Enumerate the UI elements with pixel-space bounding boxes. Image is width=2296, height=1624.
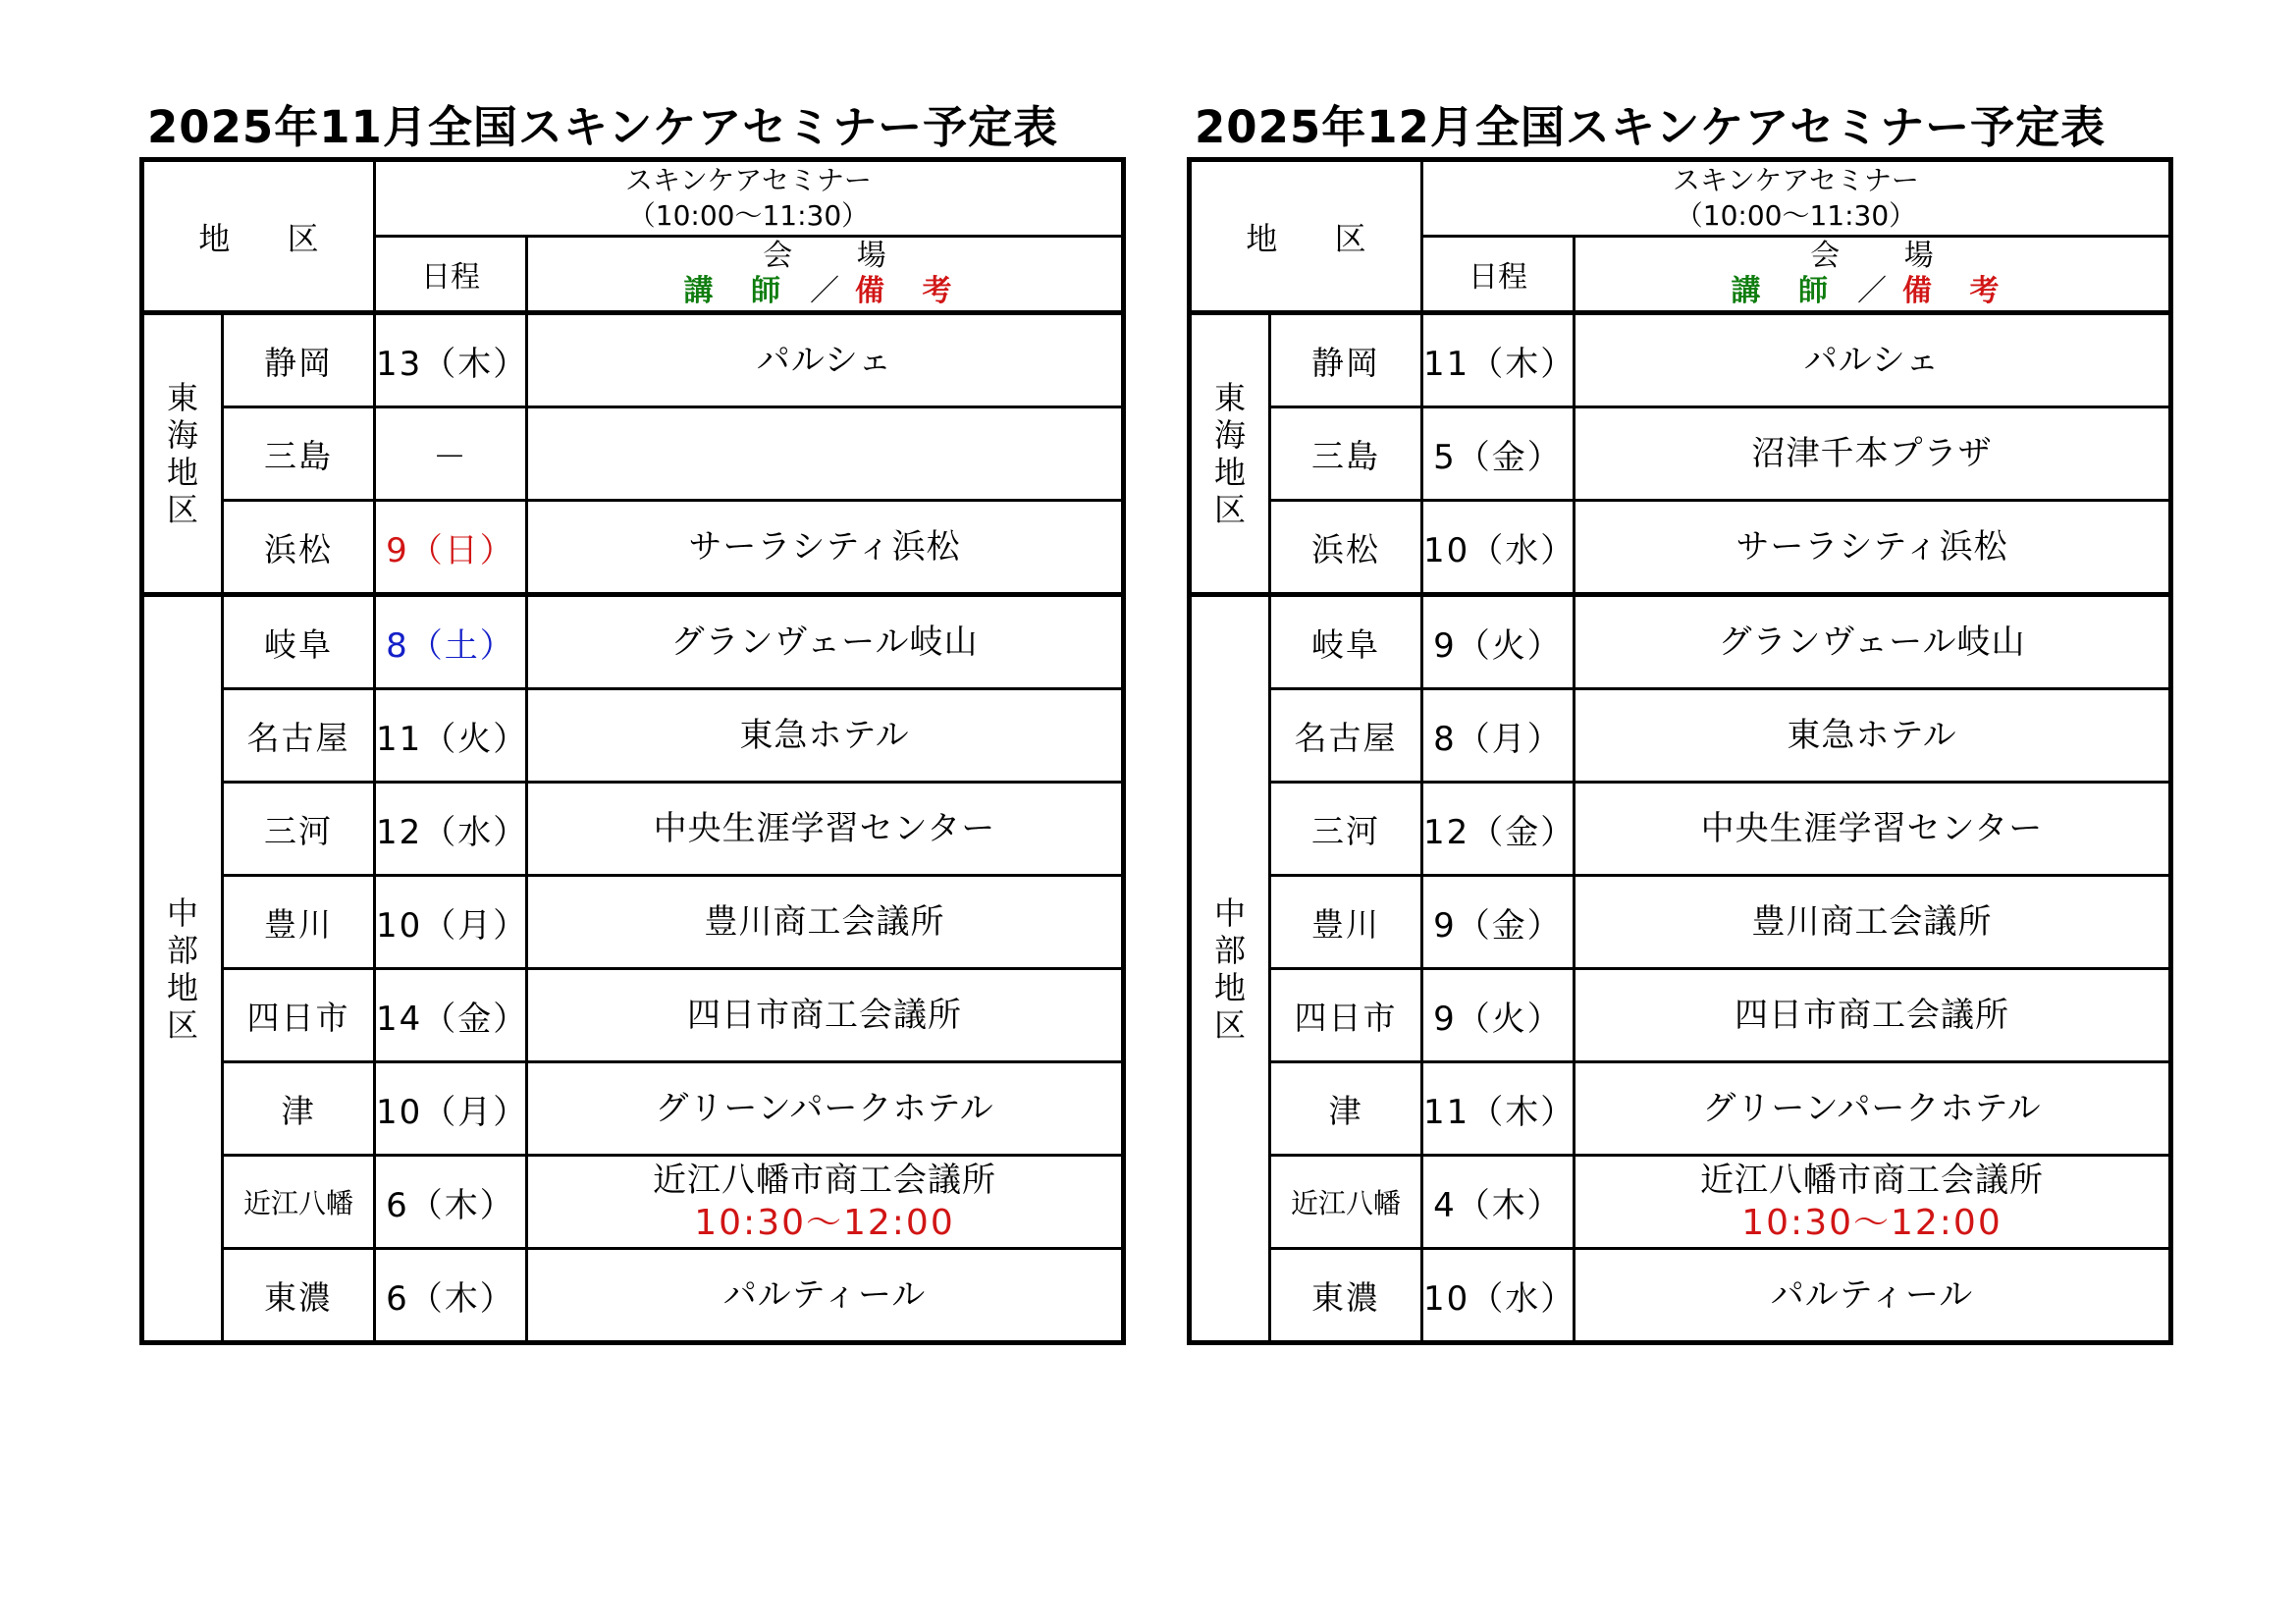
seminar-name: スキンケアセミナー	[625, 164, 872, 196]
region-cell	[1190, 313, 1270, 595]
date-cell: 6（木）	[375, 1156, 527, 1249]
city-cell: 静岡	[223, 313, 375, 407]
venue-cell: 四日市商工会議所	[527, 969, 1124, 1062]
venue-cell: パルティール	[1575, 1249, 2171, 1343]
seminar-name: スキンケアセミナー	[1673, 164, 1919, 196]
city-cell: 静岡	[1270, 313, 1422, 407]
venue-cell: パルシェ	[527, 313, 1124, 407]
date-cell: －	[375, 407, 527, 501]
time-note: 10:30～12:00	[1741, 1203, 2002, 1243]
date-cell: 9（金）	[1422, 876, 1575, 969]
schedule-table	[139, 157, 1126, 1345]
date-cell: 13（木）	[375, 313, 527, 407]
date-cell: 14（金）	[375, 969, 527, 1062]
city-cell: 名古屋	[223, 689, 375, 783]
venue-cell: パルティール	[527, 1249, 1124, 1343]
city-cell: 岐阜	[223, 595, 375, 689]
city-cell: 名古屋	[1270, 689, 1422, 783]
notes-label: 備 考	[1902, 274, 2013, 308]
venue-cell: グリーンパークホテル	[527, 1062, 1124, 1156]
city-cell: 豊川	[1270, 876, 1422, 969]
schedule-title: 2025年11月全国スキンケアセミナー予定表	[147, 101, 1059, 153]
region-label: 東海地区	[1213, 379, 1246, 528]
city-cell: 津	[1270, 1062, 1422, 1156]
seminar-time: （10:00～11:30）	[1675, 199, 1917, 232]
region-cell	[142, 313, 223, 595]
seminar-header	[375, 160, 1124, 237]
venue-cell	[527, 1156, 1124, 1249]
venue-label: 会 場	[763, 239, 914, 273]
city-cell: 津	[223, 1062, 375, 1156]
schedule-december	[1187, 98, 2173, 1345]
date-cell: 12（水）	[375, 783, 527, 876]
date-cell: 11（火）	[375, 689, 527, 783]
city-cell: 東濃	[223, 1249, 375, 1343]
venue-cell: グランヴェール岐山	[527, 595, 1124, 689]
date-cell: 11（木）	[1422, 1062, 1575, 1156]
date-cell: 12（金）	[1422, 783, 1575, 876]
area-header: 地 区	[142, 160, 375, 313]
instructor-label: 講 師	[683, 274, 794, 308]
city-cell: 三島	[223, 407, 375, 501]
seminar-header	[1422, 160, 2171, 237]
date-cell: 10（水）	[1422, 501, 1575, 595]
date-cell: 9（日）	[375, 501, 527, 595]
venue-header	[527, 237, 1124, 313]
date-cell: 8（土）	[375, 595, 527, 689]
venue-cell: パルシェ	[1575, 313, 2171, 407]
date-cell: 10（水）	[1422, 1249, 1575, 1343]
city-cell: 浜松	[1270, 501, 1422, 595]
region-label: 東海地区	[166, 379, 198, 528]
city-cell: 四日市	[223, 969, 375, 1062]
venue-cell: サーラシティ浜松	[527, 501, 1124, 595]
time-note: 10:30～12:00	[694, 1203, 955, 1243]
instructor-label: 講 師	[1731, 274, 1842, 308]
date-header: 日程	[375, 237, 527, 313]
date-cell: 10（月）	[375, 876, 527, 969]
venue-cell: 豊川商工会議所	[1575, 876, 2171, 969]
date-cell: 8（月）	[1422, 689, 1575, 783]
date-cell: 5（金）	[1422, 407, 1575, 501]
venue-header	[1575, 237, 2171, 313]
city-cell: 東濃	[1270, 1249, 1422, 1343]
area-header: 地 区	[1190, 160, 1422, 313]
date-cell: 10（月）	[375, 1062, 527, 1156]
region-label: 中部地区	[166, 893, 198, 1044]
venue-cell: 沼津千本プラザ	[1575, 407, 2171, 501]
region-label: 中部地区	[1213, 893, 1246, 1044]
venue-name: 近江八幡市商工会議所	[653, 1161, 996, 1200]
venue-cell	[1575, 1156, 2171, 1249]
city-cell: 近江八幡	[223, 1156, 375, 1249]
city-cell: 豊川	[223, 876, 375, 969]
city-cell: 四日市	[1270, 969, 1422, 1062]
region-cell	[1190, 595, 1270, 1343]
region-cell	[142, 595, 223, 1343]
venue-cell: 東急ホテル	[1575, 689, 2171, 783]
city-cell: 三島	[1270, 407, 1422, 501]
date-cell: 6（木）	[375, 1249, 527, 1343]
venue-name: 近江八幡市商工会議所	[1700, 1161, 2044, 1200]
date-cell: 11（木）	[1422, 313, 1575, 407]
date-header: 日程	[1422, 237, 1575, 313]
date-cell: 4（木）	[1422, 1156, 1575, 1249]
city-cell: 浜松	[223, 501, 375, 595]
schedule-november	[139, 98, 1126, 1345]
city-cell: 岐阜	[1270, 595, 1422, 689]
schedule-table	[1187, 157, 2173, 1345]
seminar-time: （10:00～11:30）	[627, 199, 870, 232]
city-cell: 近江八幡	[1270, 1156, 1422, 1249]
venue-cell: グリーンパークホテル	[1575, 1062, 2171, 1156]
city-cell: 三河	[1270, 783, 1422, 876]
venue-cell	[527, 407, 1124, 501]
venue-cell: グランヴェール岐山	[1575, 595, 2171, 689]
venue-cell: サーラシティ浜松	[1575, 501, 2171, 595]
schedule-title: 2025年12月全国スキンケアセミナー予定表	[1195, 101, 2107, 153]
venue-cell: 豊川商工会議所	[527, 876, 1124, 969]
venue-cell: 中央生涯学習センター	[1575, 783, 2171, 876]
date-cell: 9（火）	[1422, 595, 1575, 689]
separator: ／	[810, 274, 839, 308]
venue-cell: 東急ホテル	[527, 689, 1124, 783]
city-cell: 三河	[223, 783, 375, 876]
separator: ／	[1857, 274, 1887, 308]
venue-cell: 中央生涯学習センター	[527, 783, 1124, 876]
venue-label: 会 場	[1810, 239, 1961, 273]
notes-label: 備 考	[855, 274, 966, 308]
date-cell: 9（火）	[1422, 969, 1575, 1062]
venue-cell: 四日市商工会議所	[1575, 969, 2171, 1062]
